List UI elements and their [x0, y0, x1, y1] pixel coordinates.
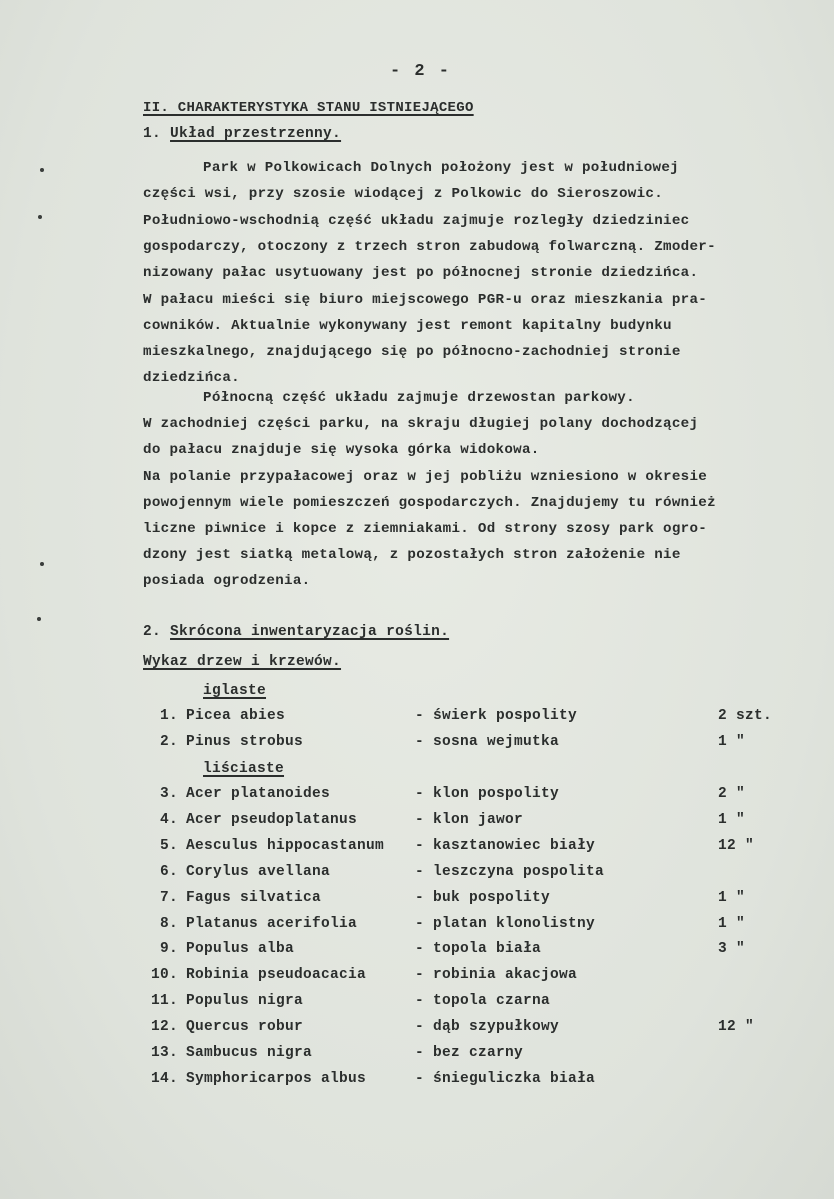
plant-latin-name: Populus alba [186, 941, 295, 958]
plant-count: 1 " [718, 811, 746, 828]
plant-latin-name: Fagus silvatica [186, 889, 322, 906]
plant-number: 9. [159, 941, 178, 958]
plant-latin-name: Sambucus nigra [186, 1045, 313, 1061]
paragraph-line: dziedzińca. [143, 370, 240, 387]
plant-latin-name: Robinia pseudoacacia [186, 967, 367, 984]
plant-number: 11. [150, 993, 178, 1010]
subsection2-number: 2. [143, 624, 162, 640]
plant-number: 10. [150, 967, 178, 984]
plant-polish-name: - klon jawor [415, 811, 524, 828]
plant-polish-name: - kasztanowiec biały [415, 837, 596, 854]
subsection1-title: Układ przestrzenny. [170, 126, 342, 142]
group-conifers: iglaste [203, 683, 267, 699]
paragraph-line: W pałacu mieści się biuro miejscowego PGR-u oraz mieszkania pra- [143, 291, 708, 308]
plant-number: 7. [159, 889, 178, 906]
paragraph-line: liczne piwnice i kopce z ziemniakami. Od strony szosy park ogro- [143, 521, 708, 537]
paragraph-line: części wsi, przy szosie wiodącej z Polkowic do Sieroszowic. [143, 186, 664, 203]
plant-polish-name: - buk pospolity [415, 889, 551, 906]
paragraph-line: Południowo-wschodnią część układu zajmuje rozległy dziedziniec [143, 212, 690, 229]
list-heading: Wykaz drzew i krzewów. [143, 654, 342, 670]
plant-count: 12 " [718, 1019, 755, 1036]
subsection1-number: 1. [143, 126, 162, 142]
paragraph-line: nizowany pałac usytuowany jest po północnej stronie dziedzińca. [143, 265, 699, 282]
plant-polish-name: - klon pospolity [415, 786, 560, 802]
paragraph-line: W zachodniej części parku, na skraju długiej polany dochodzącej [143, 416, 699, 433]
plant-polish-name: - świerk pospolity [415, 708, 578, 724]
plant-polish-name: - topola czarna [415, 993, 551, 1010]
margin-mark [40, 168, 44, 172]
paragraph-line: posiada ogrodzenia. [143, 573, 311, 590]
subsection2-title: Skrócona inwentaryzacja roślin. [170, 624, 450, 640]
plant-number: 5. [159, 837, 178, 854]
plant-latin-name: Picea abies [186, 708, 286, 724]
margin-mark [40, 562, 44, 566]
group-deciduous: liściaste [203, 761, 285, 777]
plant-polish-name: - bez czarny [415, 1045, 524, 1061]
paragraph-line: cowników. Aktualnie wykonywany jest remont kapitalny budynku [143, 317, 672, 334]
paragraph-line: Na polanie przypałacowej oraz w jej pobliżu wzniesiono w okresie [143, 468, 708, 485]
plant-count: 12 " [718, 837, 755, 854]
plant-count: 3 " [718, 941, 746, 958]
plant-latin-name: Quercus robur [186, 1019, 304, 1036]
plant-number: 6. [159, 863, 178, 880]
plant-number: 14. [150, 1070, 178, 1087]
plant-number: 13. [150, 1045, 178, 1061]
plant-number: 1. [159, 708, 178, 724]
paragraph-line: mieszkalnego, znajdującego się po północno-zachodniej stronie [143, 344, 681, 361]
plant-polish-name: - dąb szypułkowy [415, 1019, 560, 1036]
plant-number: 3. [159, 786, 178, 802]
plant-latin-name: Populus nigra [186, 993, 304, 1010]
plant-number: 2. [159, 734, 178, 750]
subsection1-heading [143, 126, 341, 142]
plant-latin-name: Symphoricarpos albus [186, 1070, 367, 1087]
paragraph-line: powojennym wiele pomieszczeń gospodarczych. Znajdujemy tu również [143, 494, 716, 511]
plant-latin-name: Acer pseudoplatanus [186, 811, 358, 828]
plant-latin-name: Corylus avellana [186, 863, 331, 880]
plant-count: 2 " [718, 786, 746, 802]
plant-polish-name: - leszczyna pospolita [415, 863, 605, 880]
section-title: II. CHARAKTERYSTYKA STANU ISTNIEJĄCEGO [143, 100, 474, 116]
plant-number: 8. [159, 915, 178, 932]
plant-polish-name: - śnieguliczka biała [415, 1070, 596, 1087]
paragraph-line: dzony jest siatką metalową, z pozostałych stron założenie nie [143, 547, 681, 564]
plant-number: 12. [150, 1019, 178, 1036]
plant-count: 1 " [718, 734, 746, 750]
plant-latin-name: Pinus strobus [186, 734, 304, 750]
plant-latin-name: Acer platanoides [186, 786, 331, 802]
margin-mark [38, 215, 42, 219]
plant-polish-name: - topola biała [415, 941, 542, 958]
plant-polish-name: - platan klonolistny [415, 915, 596, 932]
margin-mark [37, 617, 41, 621]
plant-latin-name: Platanus acerifolia [186, 915, 358, 932]
paragraph-line: Park w Polkowicach Dolnych położony jest w południowej [203, 160, 679, 176]
subsection2-heading [143, 624, 449, 640]
paragraph-line: Północną część układu zajmuje drzewostan parkowy. [203, 390, 635, 406]
plant-number: 4. [159, 811, 178, 828]
plant-latin-name: Aesculus hippocastanum [186, 837, 385, 854]
plant-polish-name: - robinia akacjowa [415, 967, 578, 984]
paragraph-line: do pałacu znajduje się wysoka górka widokowa. [143, 442, 540, 459]
plant-count: 1 " [718, 889, 746, 906]
plant-polish-name: - sosna wejmutka [415, 734, 560, 750]
plant-count: 2 szt. [718, 708, 773, 724]
paragraph-line: gospodarczy, otoczony z trzech stron zabudową folwarczną. Zmoder- [143, 238, 716, 255]
page-number: - 2 - [390, 62, 452, 81]
plant-count: 1 " [718, 915, 746, 932]
